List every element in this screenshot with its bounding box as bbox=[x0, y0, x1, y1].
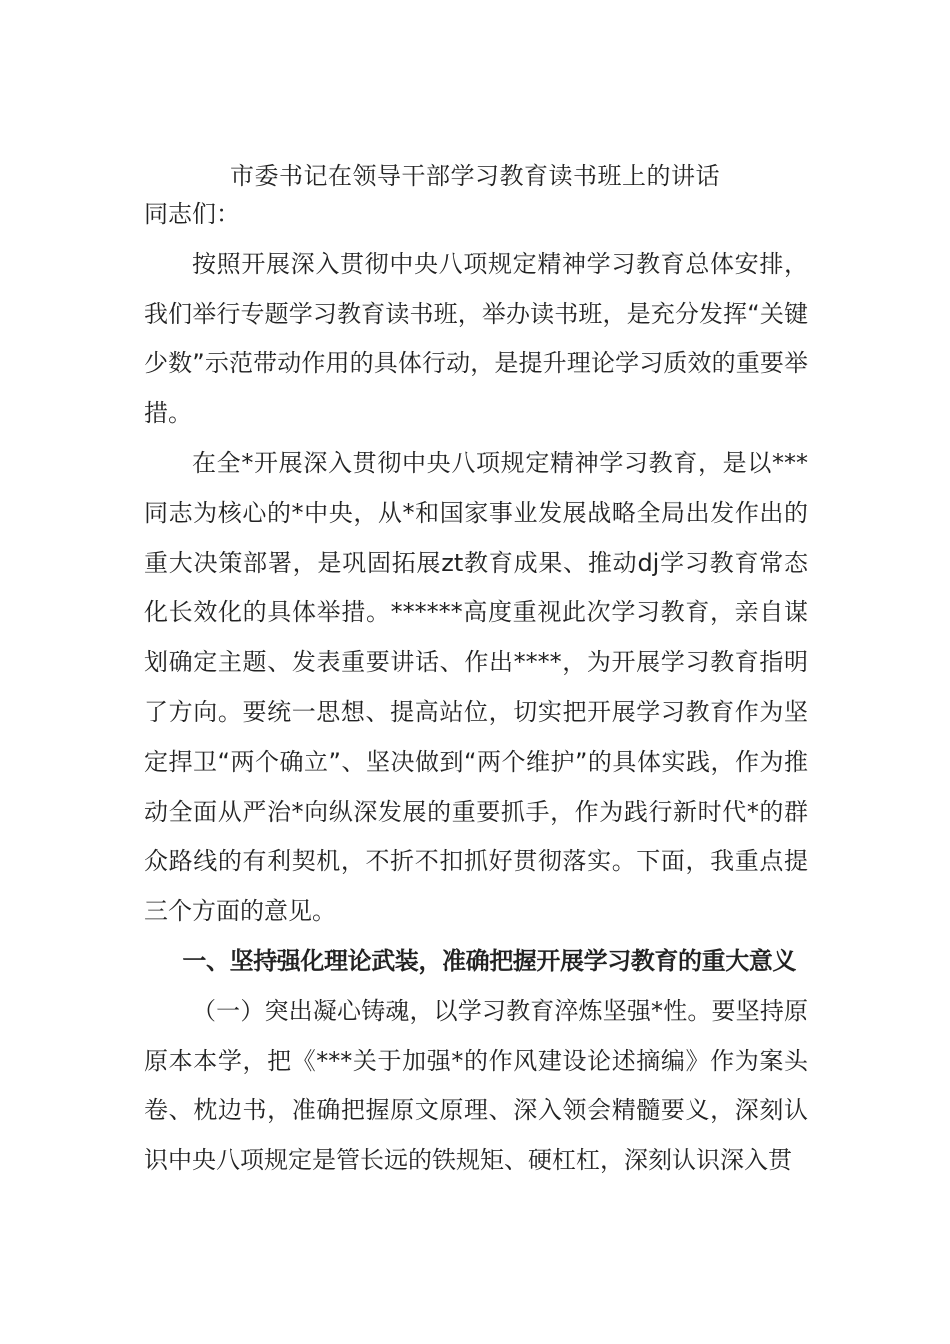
document-body bbox=[144, 186, 808, 1186]
salutation: 同志们： bbox=[144, 200, 240, 228]
paragraph-intro: 按照开展深入贯彻中央八项规定精神学习教育总体安排，我们举行专题学习教育读书班，举办读书班，是充分发挥“关键少数”示范带动作用的具体行动，是提升理论学习质效的重要举措。 bbox=[144, 249, 808, 428]
paragraph-background: 在全*开展深入贯彻中央八项规定精神学习教育，是以***同志为核心的*中央，从*和国家事业发展战略全局出发作出的重大决策部署，是巩固拓展zt教育成果、推动dj学习教育常态化长效化的具体举措。******高度重视此次学习教育，亲自谋划确定主题、发表重要讲话、作出****，为开展学习教育指明了方向。要统一思想、提高站位，切实把开展学习教育作为坚定捍卫“两个确立”、坚决做到“两个维护”的具体实践，作为推动全面从严治*向纵深发展的重要抓手，作为践行新时代*的群众路线的有利契机，不折不扣抓好贯彻落实。下面，我重点提三个方面的意见。 bbox=[144, 448, 808, 926]
subsection-paragraph-1: （一）突出凝心铸魂，以学习教育淬炼坚强*性。要坚持原原本本学，把《***关于加强*的作风建设论述摘编》作为案头卷、枕边书，准确把握原文原理、深入领会精髓要义，深刻认识中央八项规定是管长远的铁规矩、硬杠杠，深刻认识深入贯 bbox=[144, 996, 808, 1175]
section-heading-1: 一、坚持强化理论武装，准确把握开展学习教育的重大意义 bbox=[182, 946, 796, 975]
document-title: 市委书记在领导干部学习教育读书班上的讲话 bbox=[230, 162, 720, 190]
